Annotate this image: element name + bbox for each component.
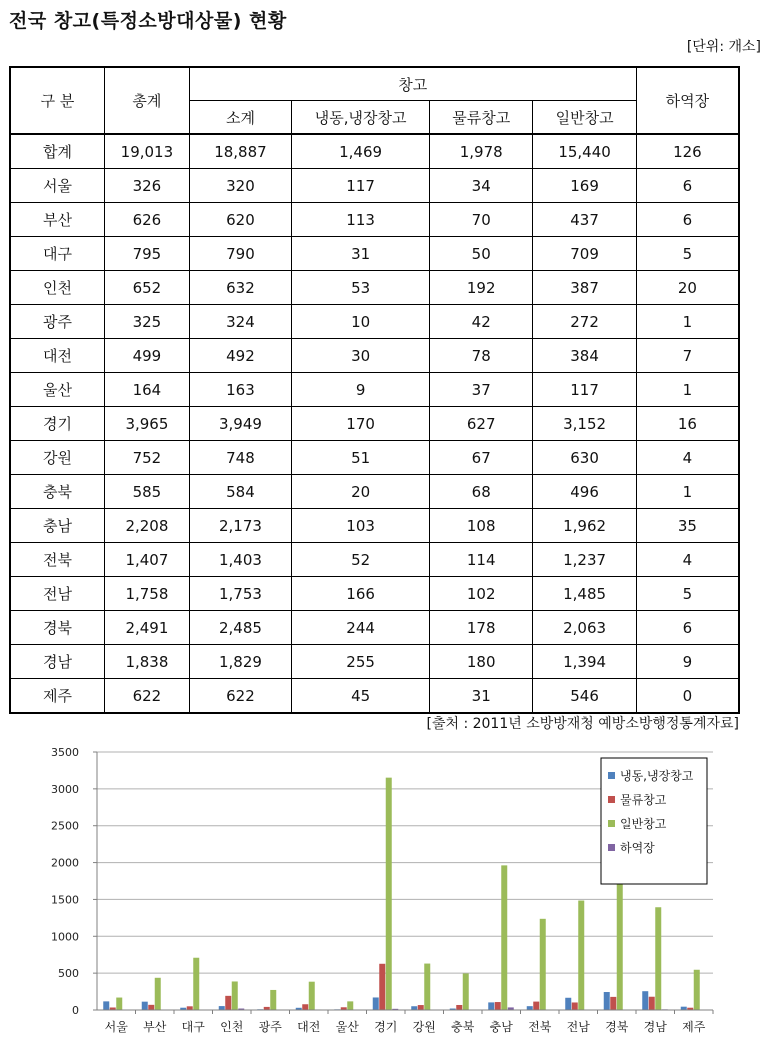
cell-unloading: 4 xyxy=(636,543,739,577)
x-tick-label: 충남 xyxy=(489,1020,513,1034)
cell-cold: 20 xyxy=(292,475,430,509)
cell-logistics: 178 xyxy=(430,611,533,645)
cell-total: 752 xyxy=(105,441,190,475)
cell-logistics: 67 xyxy=(430,441,533,475)
table-row xyxy=(10,203,739,237)
cell-logistics: 37 xyxy=(430,373,533,407)
cell-general: 630 xyxy=(533,441,636,475)
cell-cold: 166 xyxy=(292,577,430,611)
bar-2 xyxy=(116,998,122,1010)
cell-cold: 45 xyxy=(292,679,430,714)
cell-total: 622 xyxy=(105,679,190,714)
bar-0 xyxy=(488,1002,494,1010)
cell-unloading: 4 xyxy=(636,441,739,475)
cell-name: 광주 xyxy=(10,305,105,339)
cell-logistics: 1,978 xyxy=(430,134,533,169)
bar-0 xyxy=(219,1006,225,1010)
header-cold: 냉동,냉장창고 xyxy=(292,101,430,135)
table-row xyxy=(10,577,739,611)
header-logistics: 물류창고 xyxy=(430,101,533,135)
bar-1 xyxy=(495,1002,501,1010)
x-tick-label: 부산 xyxy=(143,1020,167,1034)
cell-logistics: 114 xyxy=(430,543,533,577)
cell-general: 15,440 xyxy=(533,134,636,169)
cell-general: 437 xyxy=(533,203,636,237)
table-row xyxy=(10,441,739,475)
cell-name: 대구 xyxy=(10,237,105,271)
legend-label: 일반창고 xyxy=(620,817,667,831)
cell-unloading: 9 xyxy=(636,645,739,679)
cell-total: 164 xyxy=(105,373,190,407)
x-tick-label: 전북 xyxy=(528,1020,552,1034)
cell-cold: 170 xyxy=(292,407,430,441)
page-title: 전국 창고(특정소방대상물) 현황 xyxy=(9,10,287,32)
cell-total: 326 xyxy=(105,169,190,203)
cell-logistics: 31 xyxy=(430,679,533,714)
table-row xyxy=(10,543,739,577)
x-tick-label: 대전 xyxy=(297,1020,321,1034)
cell-unloading: 0 xyxy=(636,679,739,714)
cell-general: 1,962 xyxy=(533,509,636,543)
bar-2 xyxy=(309,982,315,1010)
y-tick-label: 3500 xyxy=(51,746,79,759)
bar-1 xyxy=(379,964,385,1010)
y-tick-label: 1000 xyxy=(51,930,79,944)
x-tick-label: 대구 xyxy=(181,1020,205,1034)
cell-subtotal: 1,829 xyxy=(189,645,291,679)
bar-2 xyxy=(347,1001,353,1010)
cell-total: 585 xyxy=(105,475,190,509)
cell-subtotal: 163 xyxy=(189,373,291,407)
cell-logistics: 78 xyxy=(430,339,533,373)
bar-0 xyxy=(604,992,610,1010)
y-tick-label: 3000 xyxy=(51,782,79,796)
bar-2 xyxy=(578,901,584,1010)
cell-logistics: 102 xyxy=(430,577,533,611)
header-category: 구 분 xyxy=(10,67,105,134)
x-tick-label: 경북 xyxy=(605,1020,629,1034)
cell-total: 3,965 xyxy=(105,407,190,441)
cell-subtotal: 320 xyxy=(189,169,291,203)
table-row xyxy=(10,237,739,271)
cell-general: 709 xyxy=(533,237,636,271)
header-warehouse-group: 창고 xyxy=(189,67,636,101)
cell-unloading: 5 xyxy=(636,237,739,271)
cell-name: 강원 xyxy=(10,441,105,475)
cell-subtotal: 622 xyxy=(189,679,291,714)
bar-1 xyxy=(418,1005,424,1010)
cell-total: 325 xyxy=(105,305,190,339)
x-tick-label: 서울 xyxy=(104,1020,128,1034)
cell-cold: 53 xyxy=(292,271,430,305)
bar-chart xyxy=(0,735,769,1053)
bar-2 xyxy=(694,970,700,1010)
cell-subtotal: 492 xyxy=(189,339,291,373)
header-general: 일반창고 xyxy=(533,101,636,135)
cell-general: 1,485 xyxy=(533,577,636,611)
cell-general: 272 xyxy=(533,305,636,339)
cell-general: 1,237 xyxy=(533,543,636,577)
bar-2 xyxy=(386,778,392,1010)
cell-name: 충북 xyxy=(10,475,105,509)
x-tick-label: 경기 xyxy=(374,1020,398,1034)
cell-total: 2,491 xyxy=(105,611,190,645)
cell-name: 합계 xyxy=(10,134,105,169)
table-row xyxy=(10,339,739,373)
cell-total: 1,407 xyxy=(105,543,190,577)
cell-logistics: 50 xyxy=(430,237,533,271)
cell-general: 3,152 xyxy=(533,407,636,441)
cell-logistics: 180 xyxy=(430,645,533,679)
cell-general: 169 xyxy=(533,169,636,203)
cell-general: 496 xyxy=(533,475,636,509)
legend-swatch xyxy=(608,844,615,851)
table-row xyxy=(10,679,739,714)
cell-subtotal: 1,403 xyxy=(189,543,291,577)
cell-logistics: 68 xyxy=(430,475,533,509)
cell-unloading: 6 xyxy=(636,169,739,203)
cell-total: 19,013 xyxy=(105,134,190,169)
cell-total: 1,758 xyxy=(105,577,190,611)
cell-cold: 113 xyxy=(292,203,430,237)
cell-unloading: 7 xyxy=(636,339,739,373)
cell-name: 부산 xyxy=(10,203,105,237)
legend-label: 냉동,냉장창고 xyxy=(620,769,694,783)
cell-general: 384 xyxy=(533,339,636,373)
cell-cold: 10 xyxy=(292,305,430,339)
cell-subtotal: 790 xyxy=(189,237,291,271)
cell-unloading: 1 xyxy=(636,305,739,339)
bar-1 xyxy=(225,996,231,1010)
bar-2 xyxy=(270,990,276,1010)
cell-total: 499 xyxy=(105,339,190,373)
cell-total: 652 xyxy=(105,271,190,305)
cell-unloading: 6 xyxy=(636,203,739,237)
bar-1 xyxy=(533,1002,539,1010)
cell-logistics: 108 xyxy=(430,509,533,543)
cell-cold: 30 xyxy=(292,339,430,373)
cell-name: 서울 xyxy=(10,169,105,203)
bar-2 xyxy=(655,907,661,1010)
bar-1 xyxy=(572,1002,578,1010)
bar-0 xyxy=(142,1002,148,1010)
cell-name: 충남 xyxy=(10,509,105,543)
cell-unloading: 5 xyxy=(636,577,739,611)
bar-2 xyxy=(540,919,546,1010)
x-tick-label: 전남 xyxy=(566,1020,590,1034)
bar-1 xyxy=(649,997,655,1010)
cell-unloading: 1 xyxy=(636,475,739,509)
bar-1 xyxy=(187,1006,193,1010)
header-unloading: 하역장 xyxy=(636,67,739,134)
cell-cold: 51 xyxy=(292,441,430,475)
bar-2 xyxy=(193,958,199,1010)
bar-0 xyxy=(411,1006,417,1010)
unit-label: [단위: 개소] xyxy=(686,39,761,55)
cell-name: 전북 xyxy=(10,543,105,577)
cell-subtotal: 2,173 xyxy=(189,509,291,543)
bar-2 xyxy=(155,978,161,1010)
table-row xyxy=(10,169,739,203)
cell-cold: 1,469 xyxy=(292,134,430,169)
bar-1 xyxy=(148,1005,154,1010)
cell-subtotal: 18,887 xyxy=(189,134,291,169)
y-tick-label: 0 xyxy=(72,1004,79,1017)
cell-cold: 255 xyxy=(292,645,430,679)
cell-name: 인천 xyxy=(10,271,105,305)
warehouse-table xyxy=(9,66,740,714)
bar-0 xyxy=(373,997,379,1010)
bar-2 xyxy=(232,981,238,1010)
legend-swatch xyxy=(608,772,615,779)
cell-general: 546 xyxy=(533,679,636,714)
table-row xyxy=(10,271,739,305)
cell-total: 2,208 xyxy=(105,509,190,543)
table-row xyxy=(10,373,739,407)
cell-cold: 9 xyxy=(292,373,430,407)
table-row xyxy=(10,305,739,339)
cell-subtotal: 324 xyxy=(189,305,291,339)
cell-logistics: 192 xyxy=(430,271,533,305)
table-row xyxy=(10,134,739,169)
header-subtotal: 소계 xyxy=(189,101,291,135)
cell-total: 626 xyxy=(105,203,190,237)
cell-cold: 31 xyxy=(292,237,430,271)
source-note: [출처 : 2011년 소방방재청 예방소방행정통계자료] xyxy=(426,716,739,732)
x-tick-label: 경남 xyxy=(643,1020,667,1034)
cell-cold: 117 xyxy=(292,169,430,203)
cell-subtotal: 1,753 xyxy=(189,577,291,611)
cell-subtotal: 632 xyxy=(189,271,291,305)
legend-swatch xyxy=(608,796,615,803)
table-row xyxy=(10,475,739,509)
cell-name: 경북 xyxy=(10,611,105,645)
cell-name: 대전 xyxy=(10,339,105,373)
bar-0 xyxy=(565,998,571,1010)
cell-total: 1,838 xyxy=(105,645,190,679)
cell-general: 387 xyxy=(533,271,636,305)
cell-unloading: 126 xyxy=(636,134,739,169)
cell-general: 1,394 xyxy=(533,645,636,679)
cell-total: 795 xyxy=(105,237,190,271)
x-tick-label: 충북 xyxy=(451,1020,475,1034)
x-tick-label: 울산 xyxy=(335,1020,359,1034)
y-tick-label: 2000 xyxy=(51,856,79,870)
cell-unloading: 6 xyxy=(636,611,739,645)
header-total: 총계 xyxy=(105,67,190,134)
legend-label: 물류창고 xyxy=(620,793,667,807)
cell-name: 울산 xyxy=(10,373,105,407)
bar-2 xyxy=(424,964,430,1010)
cell-logistics: 627 xyxy=(430,407,533,441)
x-tick-label: 광주 xyxy=(258,1020,282,1034)
x-tick-label: 인천 xyxy=(220,1020,244,1034)
cell-logistics: 70 xyxy=(430,203,533,237)
cell-unloading: 1 xyxy=(636,373,739,407)
table-row xyxy=(10,645,739,679)
cell-subtotal: 3,949 xyxy=(189,407,291,441)
cell-general: 2,063 xyxy=(533,611,636,645)
legend-label: 하역장 xyxy=(620,841,655,855)
cell-unloading: 16 xyxy=(636,407,739,441)
cell-subtotal: 2,485 xyxy=(189,611,291,645)
cell-cold: 52 xyxy=(292,543,430,577)
bar-1 xyxy=(610,997,616,1010)
legend-swatch xyxy=(608,820,615,827)
cell-subtotal: 620 xyxy=(189,203,291,237)
cell-name: 제주 xyxy=(10,679,105,714)
bar-1 xyxy=(302,1004,308,1010)
cell-name: 전남 xyxy=(10,577,105,611)
cell-subtotal: 584 xyxy=(189,475,291,509)
cell-subtotal: 748 xyxy=(189,441,291,475)
cell-cold: 244 xyxy=(292,611,430,645)
y-tick-label: 500 xyxy=(58,967,79,981)
bar-2 xyxy=(501,865,507,1010)
cell-unloading: 20 xyxy=(636,271,739,305)
y-tick-label: 2500 xyxy=(51,819,79,833)
x-tick-label: 제주 xyxy=(682,1020,706,1034)
table-row xyxy=(10,407,739,441)
bar-1 xyxy=(456,1005,462,1010)
bar-0 xyxy=(527,1006,533,1010)
bar-0 xyxy=(642,991,648,1010)
cell-name: 경기 xyxy=(10,407,105,441)
cell-logistics: 42 xyxy=(430,305,533,339)
x-tick-label: 강원 xyxy=(412,1020,436,1034)
cell-general: 117 xyxy=(533,373,636,407)
table-row xyxy=(10,509,739,543)
cell-unloading: 35 xyxy=(636,509,739,543)
cell-logistics: 34 xyxy=(430,169,533,203)
bar-0 xyxy=(103,1001,109,1010)
table-row xyxy=(10,611,739,645)
cell-cold: 103 xyxy=(292,509,430,543)
cell-name: 경남 xyxy=(10,645,105,679)
bar-2 xyxy=(463,973,469,1010)
y-tick-label: 1500 xyxy=(51,893,79,907)
